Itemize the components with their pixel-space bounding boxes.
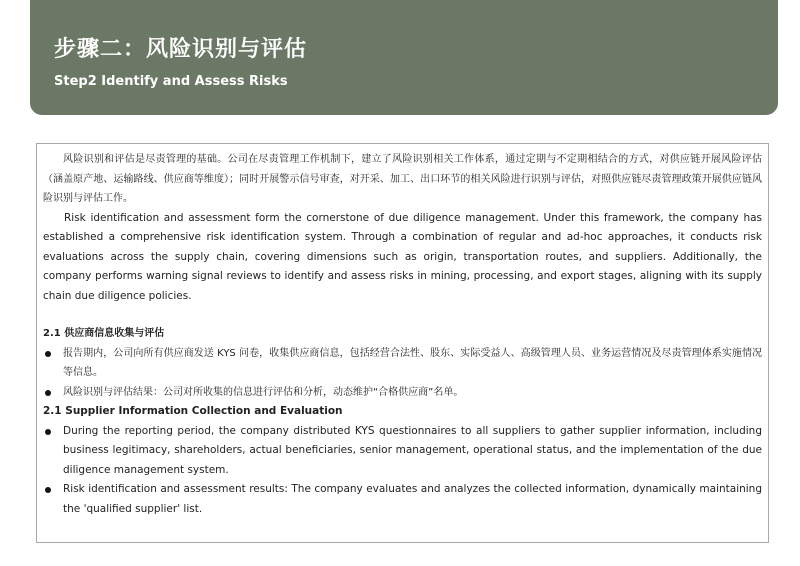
list-item — [43, 422, 762, 481]
list-item — [43, 480, 762, 519]
bullet-text: 报告期内，公司向所有供应商发送 KYS 问卷，收集供应商信息，包括经营合法性、股东、实际受益人、高级管理人员、业务运营情况及尽责管理体系实施情况等信息。 — [63, 347, 762, 378]
bullet-icon — [45, 390, 51, 396]
bullet-text: During the reporting period, the company distributed KYS questionnaires to all suppliers to gather supplier information, including business legitimacy, shareholders, actual beneficiaries, senior management, operational status, and the implementation of the due diligence management system. — [63, 424, 762, 476]
bullet-list-en — [43, 422, 762, 520]
bullet-icon — [45, 429, 51, 435]
page-subtitle: Step2 Identify and Assess Risks — [54, 74, 288, 89]
page-header — [30, 0, 778, 115]
intro-paragraph-zh: 风险识别和评估是尽责管理的基础。公司在尽责管理工作机制下，建立了风险识别相关工作体系，通过定期与不定期相结合的方式，对供应链开展风险评估（涵盖原产地、运输路线、供应商等维度）；同时开展警示信号审查，对开采、加工、出口环节的相关风险进行识别与评估，对照供应链尽责管理政策开展供应链风险识别与评估工作。 — [43, 154, 762, 204]
bullet-icon — [45, 351, 51, 357]
page-title: 步骤二：风险识别与评估 — [54, 37, 308, 62]
content-box — [36, 143, 769, 543]
bullet-text: Risk identification and assessment results: The company evaluates and analyzes the collected information, dynamically maintaining the 'qualified supplier' list. — [63, 483, 762, 515]
list-item — [43, 344, 762, 383]
section-title-zh: 2.1 供应商信息收集与评估 — [43, 328, 165, 339]
section-title-en: 2.1 Supplier Information Collection and Evaluation — [43, 405, 343, 417]
bullet-list-zh — [43, 344, 762, 403]
bullet-text: 风险识别与评估结果：公司对所收集的信息进行评估和分析，动态维护“合格供应商”名单。 — [63, 386, 464, 398]
bullet-icon — [45, 487, 51, 493]
section-spacer — [43, 306, 762, 324]
intro-paragraph-en: Risk identification and assessment form the cornerstone of due diligence management. Under this framework, the company has established a comprehensive risk identification system. Through a combination of regular and ad-hoc approaches, it conducts risk evaluations across the supply chain, covering dimensions such as origin, transportation routes, and suppliers. Additionally, the company performs warning signal reviews to identify and assess risks in mining, processing, and export stages, aligning with its supply chain due diligence policies. — [43, 211, 762, 302]
list-item — [43, 383, 762, 403]
